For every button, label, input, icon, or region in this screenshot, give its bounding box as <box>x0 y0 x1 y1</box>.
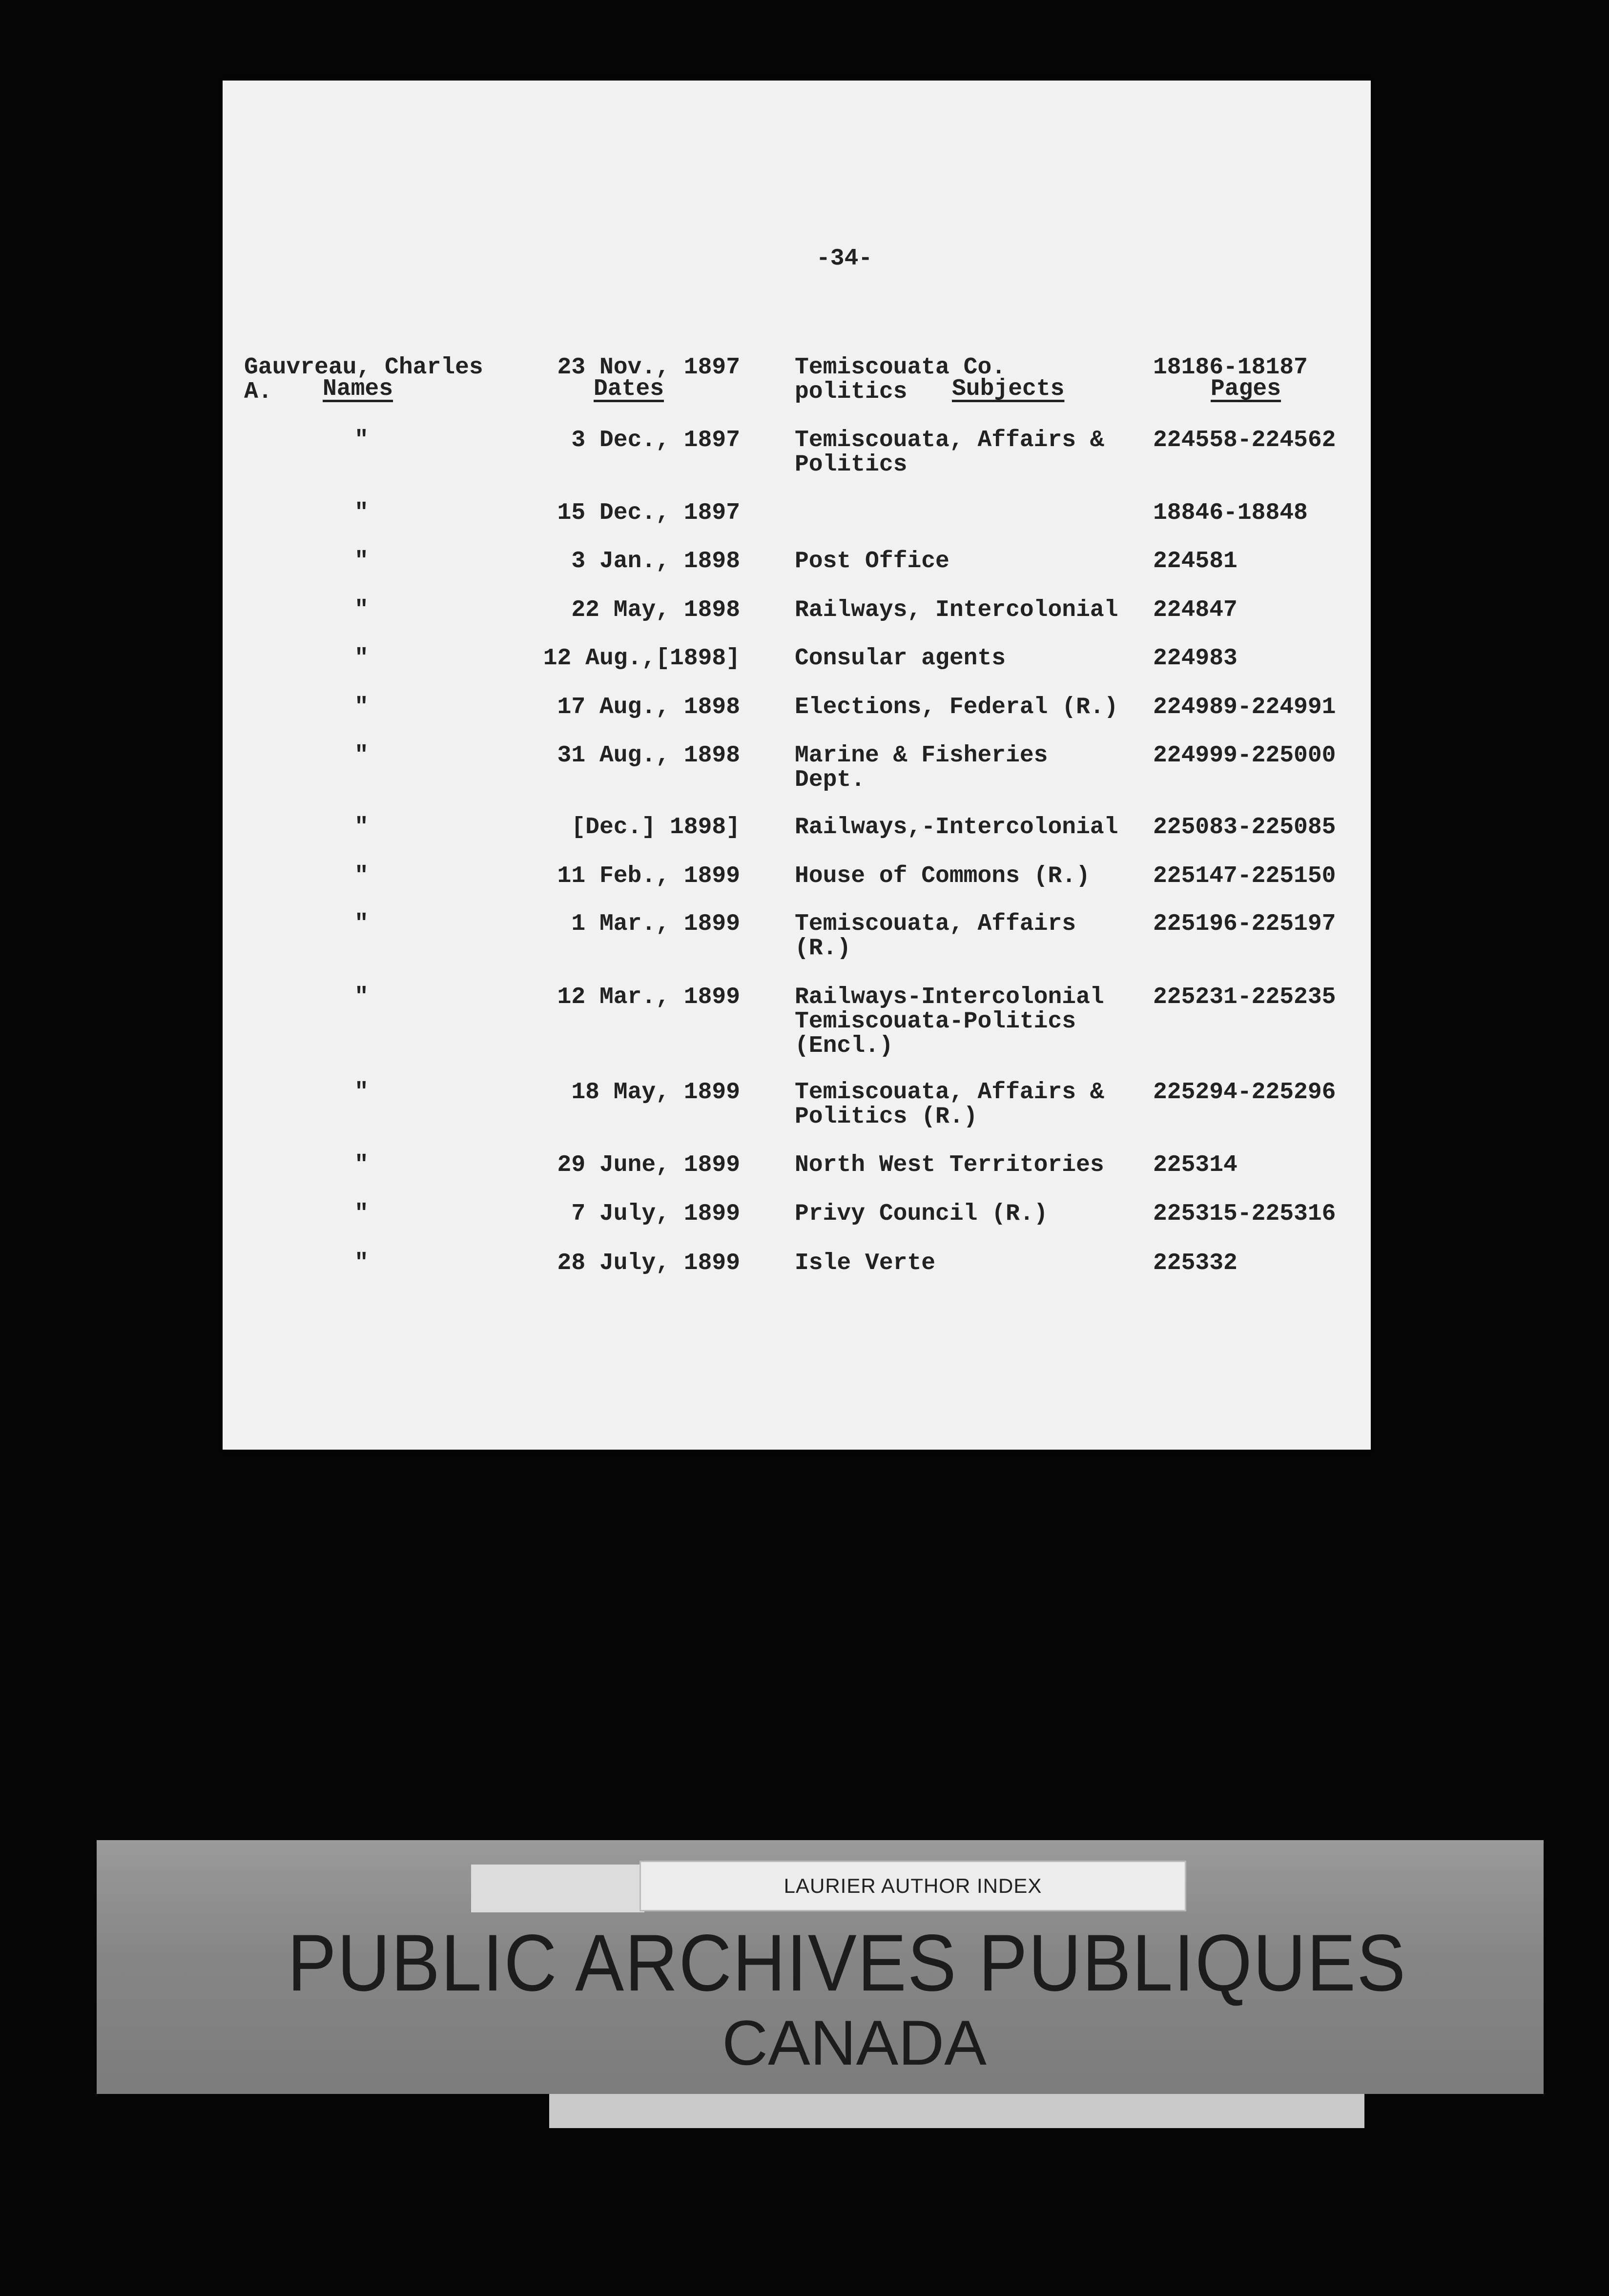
entry-subject: Temiscouata, Affairs (R.) <box>795 911 1076 962</box>
entry-name: " <box>354 597 369 623</box>
entry-subject: Marine & Fisheries Dept. <box>795 742 1048 793</box>
country-title: CANADA <box>722 2007 987 2078</box>
entry-subject: Post Office <box>795 548 949 574</box>
entry-pages: 224999-225000 <box>1153 742 1336 769</box>
entry-date: 1 Mar., 1899 <box>571 911 740 937</box>
entry-pages: 225196-225197 <box>1153 911 1336 937</box>
entry-pages: 224847 <box>1153 597 1238 623</box>
entry-pages: 225231-225235 <box>1153 984 1336 1010</box>
entry-name: " <box>354 645 369 672</box>
entry-name: " <box>354 548 369 574</box>
entry-subject: House of Commons (R.) <box>795 863 1090 889</box>
entry-pages: 18186-18187 <box>1153 354 1308 381</box>
entry-pages: 225083-225085 <box>1153 814 1336 840</box>
entry-pages: 225294-225296 <box>1153 1079 1336 1106</box>
entry-date: 15 Dec., 1897 <box>557 500 740 526</box>
entry-subject: Temiscouata Co. politics <box>795 354 1006 405</box>
entry-date: 18 May, 1899 <box>571 1079 740 1106</box>
label-tab <box>471 1865 644 1912</box>
column-header-pages: Pages <box>1211 376 1281 402</box>
entry-date: 12 Aug.,[1898] <box>543 645 740 672</box>
column-header-dates: Dates <box>594 376 664 402</box>
entry-pages: 224558-224562 <box>1153 427 1336 453</box>
entry-pages: 224983 <box>1153 645 1238 672</box>
entry-subject: Railways-Intercolonial Temiscouata-Politics (Encl.) <box>795 984 1104 1059</box>
entry-date: 12 Mar., 1899 <box>557 984 740 1010</box>
entry-name: " <box>354 427 369 453</box>
entry-date: [Dec.] 1898] <box>571 814 740 840</box>
entry-name: " <box>354 500 369 526</box>
banner-bottom-strip <box>549 2094 1364 2128</box>
entry-date: 31 Aug., 1898 <box>557 742 740 769</box>
column-header-names: Names <box>323 376 393 402</box>
archives-title: PUBLIC ARCHIVES PUBLIQUES <box>287 1917 1407 2008</box>
entry-date: 7 July, 1899 <box>571 1201 740 1227</box>
entry-pages: 18846-18848 <box>1153 500 1308 526</box>
entry-pages: 225332 <box>1153 1250 1238 1276</box>
entry-subject: Railways,-Intercolonial <box>795 814 1118 840</box>
entry-date: 23 Nov., 1897 <box>557 354 740 381</box>
entry-date: 22 May, 1898 <box>571 597 740 623</box>
entry-pages: 225147-225150 <box>1153 863 1336 889</box>
entry-subject: Privy Council (R.) <box>795 1201 1048 1227</box>
entry-pages: 225315-225316 <box>1153 1201 1336 1227</box>
entry-subject: Temiscouata, Affairs & Politics <box>795 427 1104 478</box>
index-label: LAURIER AUTHOR INDEX <box>639 1861 1186 1911</box>
entry-subject: Isle Verte <box>795 1250 936 1276</box>
entry-subject: Consular agents <box>795 645 1006 672</box>
entry-name: " <box>354 1250 369 1276</box>
column-header-subjects: Subjects <box>952 376 1065 402</box>
entry-name: " <box>354 1201 369 1227</box>
entry-pages: 224989-224991 <box>1153 694 1336 720</box>
entry-subject: Elections, Federal (R.) <box>795 694 1118 720</box>
entry-name: " <box>354 814 369 840</box>
entry-date: 17 Aug., 1898 <box>557 694 740 720</box>
entry-date: 3 Dec., 1897 <box>571 427 740 453</box>
document-page <box>223 81 1371 1450</box>
entry-date: 11 Feb., 1899 <box>557 863 740 889</box>
entry-name: " <box>354 694 369 720</box>
page-number: -34- <box>816 246 873 272</box>
entry-date: 28 July, 1899 <box>557 1250 740 1276</box>
entry-pages: 225314 <box>1153 1152 1238 1178</box>
entry-name: " <box>354 863 369 889</box>
entry-name: " <box>354 1152 369 1178</box>
entry-name: " <box>354 984 369 1010</box>
entry-subject: Temiscouata, Affairs & Politics (R.) <box>795 1079 1104 1130</box>
entry-pages: 224581 <box>1153 548 1238 574</box>
entry-name: " <box>354 742 369 769</box>
entry-name: " <box>354 1079 369 1106</box>
entry-date: 29 June, 1899 <box>557 1152 740 1178</box>
entry-name: " <box>354 911 369 937</box>
entry-subject: Railways, Intercolonial <box>795 597 1118 623</box>
entry-subject: North West Territories <box>795 1152 1104 1178</box>
entry-date: 3 Jan., 1898 <box>571 548 740 574</box>
entry-name: Gauvreau, Charles A. <box>244 354 483 405</box>
